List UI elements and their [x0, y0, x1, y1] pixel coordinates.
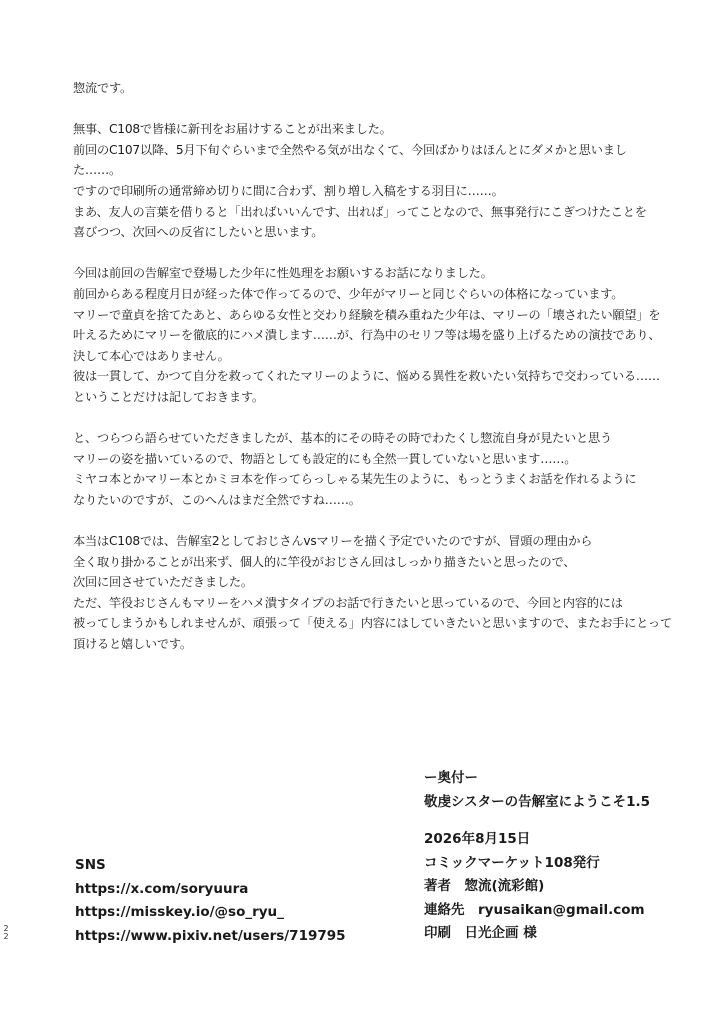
- sns-link-x: https://x.com/soryuura: [75, 880, 249, 897]
- paragraph-gap: [73, 510, 693, 531]
- body-line: 決して本心ではありません。: [73, 348, 230, 363]
- paragraph-gap: [73, 408, 693, 429]
- body-line: 無事、C108で皆様に新刊をお届けすることが出来ました。: [73, 122, 392, 137]
- body-line: マリーで童貞を捨てたあと、あらゆる女性と交わり経験を積み重ねた少年は、マリーの「壊されたい願望」を: [73, 307, 661, 322]
- colophon-heading: ー奥付ー: [424, 770, 478, 786]
- body-line: 前回のC107以降、5月下旬ぐらいまで全然やる気が出なくて、今回ばかりはほんとにダメかと思いまし: [73, 142, 627, 157]
- paragraph-gap: [73, 99, 693, 120]
- sns-heading: SNS: [75, 857, 106, 873]
- body-line: 喜びつつ、次回への反省にしたいと思います。: [73, 225, 324, 240]
- body-line: マリーの姿を描いているので、物語としても設定的にも全然一貫していないと思います……。: [73, 451, 577, 466]
- colophon-author: 著者 惣流(流彩館): [424, 878, 545, 894]
- colophon-date: 2026年8月15日: [424, 831, 531, 847]
- sns-link-misskey: https://misskey.io/@so_ryu_: [75, 904, 284, 920]
- body-line: た……。: [73, 163, 121, 178]
- body-line: なりたいのですが、このへんはまだ全然ですね……。: [73, 492, 361, 507]
- colophon-block: [424, 767, 650, 946]
- body-line: 叶えるためにマリーを徹底的にハメ潰します……が、行為中のセリフ等は場を盛り上げるための演技であり、: [73, 328, 661, 343]
- colophon-title: 敬虔シスターの告解室にようこそ1.5: [424, 793, 651, 810]
- sns-block: [75, 854, 346, 948]
- body-line: 彼は一貫して、かつて自分を救ってくれたマリーのように、悩める異性を救いたい気持ちで交わっている……: [73, 369, 660, 384]
- body-line: 被ってしまうかもしれませんが、頑張って「使える」内容にはしていきたいと思いますので、またお手にとって: [73, 616, 672, 631]
- body-line: 頂けると嬉しいです。: [73, 637, 192, 652]
- body-line: 全く取り掛かることが出来ず、個人的に竿役がおじさん回はしっかり描きたいと思ったので、: [73, 554, 576, 569]
- body-line: 惣流です。: [73, 81, 132, 95]
- afterword-body: [73, 78, 693, 655]
- body-line: 本当はC108では、告解室2としておじさんvsマリーを描く予定でいたのですが、冒頭の理由から: [73, 534, 593, 549]
- colophon-event: コミックマーケット108発行: [424, 854, 600, 871]
- body-line: 今回は前回の告解室で登場した少年に性処理をお願いするお話になりました。: [73, 266, 493, 281]
- paragraph-gap: [73, 243, 693, 264]
- body-line: ですので印刷所の通常締め切りに間に合わず、割り増し入稿をする羽目に……。: [73, 183, 504, 198]
- body-line: ミヤコ本とかマリー本とかミヨ本を作ってらっしゃる某先生のように、もっとうまくお話を作れるように: [73, 472, 637, 487]
- body-line: ただ、竿役おじさんもマリーをハメ潰すタイプのお話で行きたいと思っているので、今回と内容的には: [73, 595, 623, 610]
- sns-link-pixiv: https://www.pixiv.net/users/719795: [75, 927, 346, 944]
- page-number: 22: [3, 924, 9, 941]
- body-line: 次回に回させていただきました。: [73, 575, 253, 590]
- body-line: と、つらつら語らせていただきましたが、基本的にその時その時でわたくし惣流自身が見たいと思う: [73, 431, 612, 446]
- body-line: まあ、友人の言葉を借りると「出ればいいんです、出れば」ってことなので、無事発行にこぎつけたことを: [73, 204, 647, 219]
- colophon-printer: 印刷 日光企画 様: [424, 925, 537, 941]
- colophon-contact: 連絡先 ryusaikan@gmail.com: [424, 901, 645, 918]
- body-line: ということだけは記しておきます。: [73, 389, 264, 404]
- body-line: 前回からある程度月日が経った体で作ってるので、少年がマリーと同じぐらいの体格になっています。: [73, 286, 624, 301]
